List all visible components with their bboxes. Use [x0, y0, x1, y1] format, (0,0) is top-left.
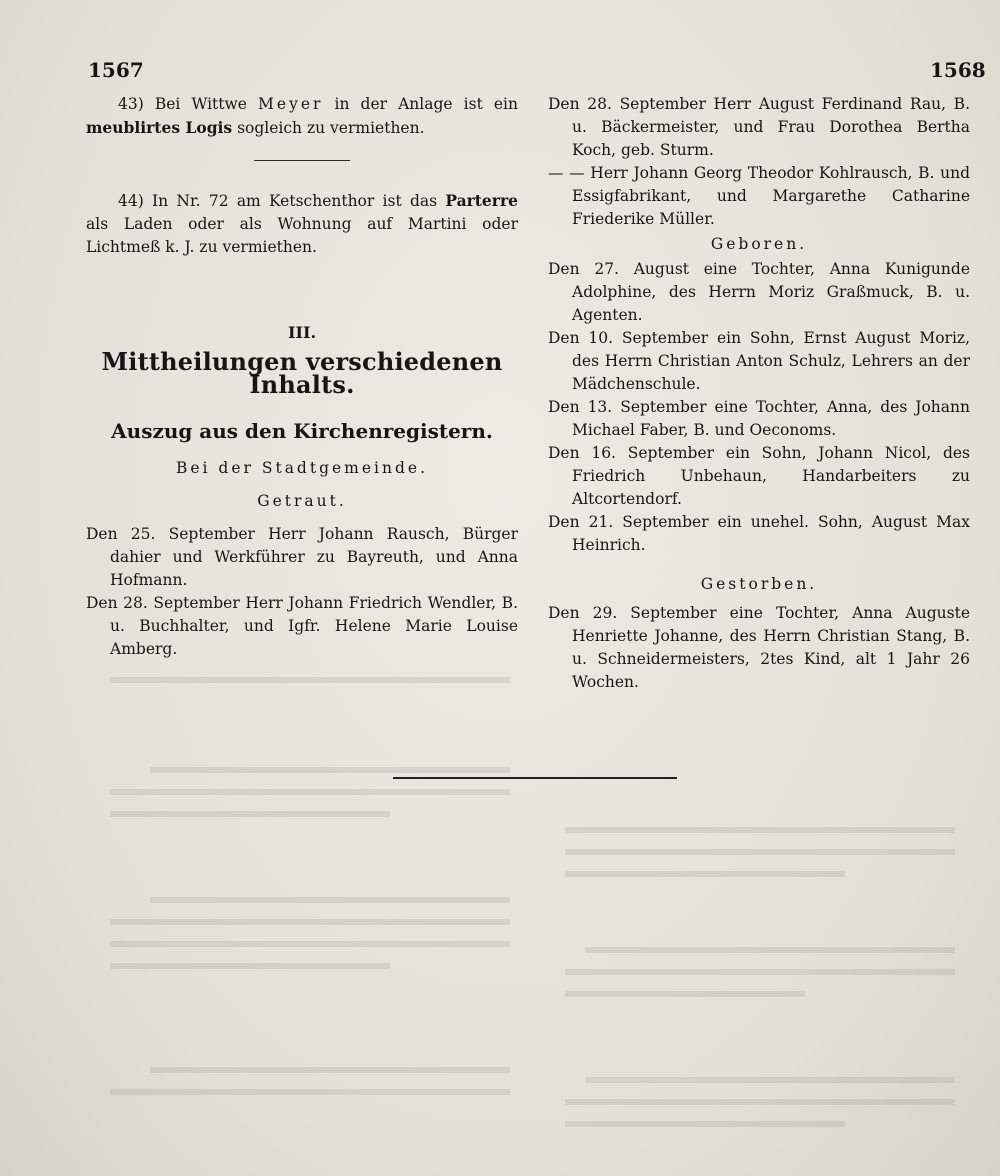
- born-entry: Den 13. September eine Tochter, Anna, des Johann Michael Faber, B. und Oeconoms.: [548, 398, 970, 439]
- parish-heading: Bei der Stadtgemeinde.: [175, 459, 429, 477]
- married-entry: Den 25. September Herr Johann Rausch, Bürger dahier und Werkführer zu Bayreuth, und Anna Hofmann.: [86, 525, 518, 589]
- ad43-bold: meublirtes Logis: [86, 118, 233, 137]
- married-heading: Getraut.: [257, 492, 347, 510]
- right-column: [548, 93, 970, 694]
- bleed-through-texture: [90, 640, 530, 1120]
- born-entry: Den 10. September ein Sohn, Ernst August Moriz, des Herrn Christian Anton Schulz, Lehrers an der Mädchenschule.: [548, 329, 970, 393]
- born-heading: Geboren.: [710, 235, 808, 253]
- died-heading: Gestorben.: [700, 575, 818, 593]
- page-number-right: 1568: [930, 58, 986, 82]
- bleed-lines-right: [545, 800, 975, 1140]
- advertisement-43: [86, 93, 518, 140]
- ad44-text-1: 44) In Nr. 72 am Ketschenthor ist das: [118, 192, 446, 210]
- married-entry: Den 28. September Herr Johann Friedrich Wendler, B. u. Buchhalter, und Igfr. Helene Marie Louise Amberg.: [86, 594, 518, 658]
- ad44-bold: Parterre: [445, 191, 518, 210]
- subsection-title: Auszug aus den Kirchenregistern.: [111, 419, 493, 443]
- ad43-text-3: sogleich zu vermiethen.: [232, 119, 425, 137]
- married-entry: Den 28. September Herr August Ferdinand Rau, B. u. Bäckermeister, und Frau Dorothea Bertha Koch, geb. Sturm.: [548, 95, 970, 159]
- born-entry: Den 21. September ein unehel. Sohn, August Max Heinrich.: [548, 513, 970, 554]
- divider-rule: [254, 160, 350, 161]
- ad44-text-2: als Laden oder als Wohnung auf Martini oder Lichtmeß k. J. zu vermiethen.: [86, 215, 518, 256]
- section-title: Mittheilungen verschiedenen Inhalts.: [101, 347, 503, 399]
- died-entry: Den 29. September eine Tochter, Anna Auguste Henriette Johanne, des Herrn Christian Stang, B. u. Schneidermeisters, 2tes Kind, alt 1 Jahr 26 Wochen.: [548, 604, 970, 691]
- married-entry: — — Herr Johann Georg Theodor Kohlrausch, B. und Essigfabrikant, und Margarethe Catharine Friederike Müller.: [548, 164, 970, 228]
- section-number: III.: [287, 323, 317, 342]
- born-entry: Den 16. September ein Sohn, Johann Nicol, des Friedrich Unbehaun, Handarbeiters zu Altcortendorf.: [548, 444, 970, 508]
- bleed-through-texture-right: [545, 800, 975, 1140]
- bleed-lines: [90, 640, 530, 1120]
- ad43-text-2: in der Anlage ist ein: [323, 95, 518, 113]
- page-number-left: 1567: [88, 58, 144, 82]
- ad43-text-1: 43) Bei Wittwe: [118, 95, 259, 113]
- ad43-name: Meyer: [258, 95, 324, 113]
- advertisement-44: [86, 189, 518, 259]
- born-entry: Den 27. August eine Tochter, Anna Kunigunde Adolphine, des Herrn Moriz Graßmuck, B. u. Agenten.: [548, 260, 970, 324]
- left-column: [86, 93, 518, 661]
- closing-rule: [393, 777, 677, 779]
